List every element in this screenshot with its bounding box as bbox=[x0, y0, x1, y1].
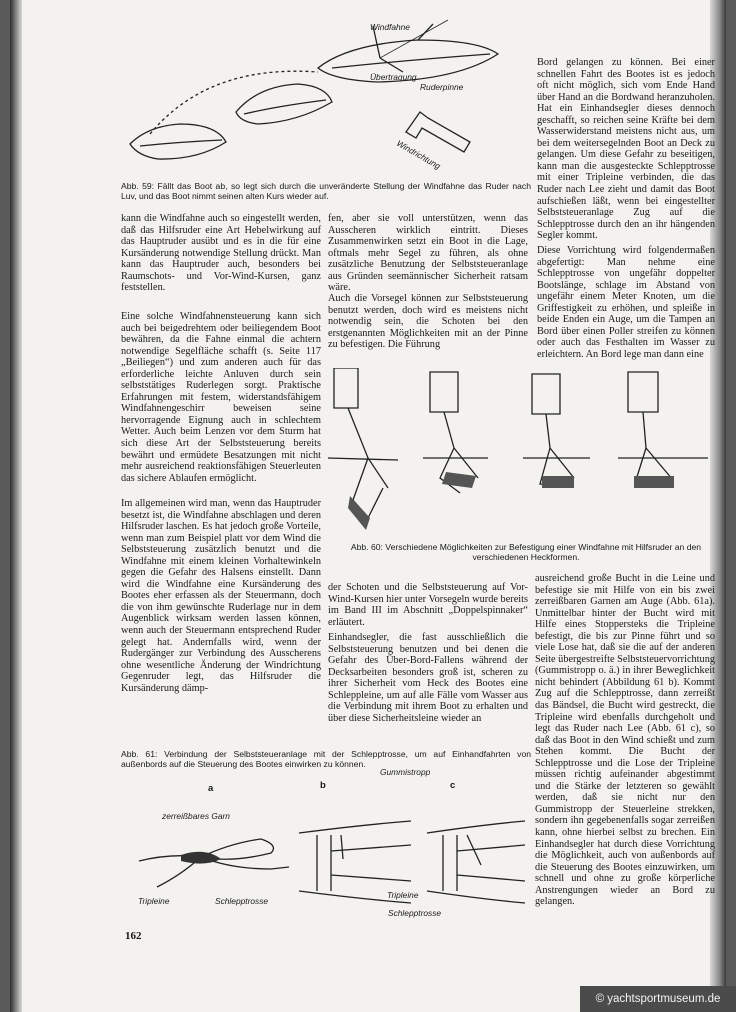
middle-column-para-2: Auch die Vorsegel können zur Selbststeuerung benutzt werden, doch wird es meistens nicht notwendig sein, die Schoten bei den erstgenannten Möglichkeiten mit an der Pinne zu befestigen. Die Führung bbox=[328, 293, 528, 351]
figure-60-caption: Abb. 60: Verschiedene Möglichkeiten zur Befestigung einer Windfahne mit Hilfsruder an den verschiedenen Heckformen. bbox=[350, 542, 702, 563]
watermark: © yachtsportmuseum.de bbox=[580, 986, 736, 1012]
fig59-label-ruderpinne: Ruderpinne bbox=[420, 82, 464, 92]
fig59-label-windfahne: Windfahne bbox=[370, 22, 410, 32]
page-spine-shadow bbox=[10, 0, 22, 1012]
right-column-bottom-para: ausreichend große Bucht in die Leine und befestige sie mit Hilfe von ein bis zwei zerreißbaren Garnen am Auge (Abb. 61a). Unmittelbar hinter der Bucht wird mit Hilfe eines Stoppersteks die Tripleine befestigt, die bis zur Pinne führt und so viele Lose hat, daß sie die auf der anderen Seite übergestreifte Selbststeuervorrichtung (Gummistropp o. ä.) in ihrer Beweglichkeit nicht behindert (Abbildung 61 b). Kommt Zug auf die Schlepptrosse, dann zerreißt das Bändsel, die Bucht wird gestreckt, die Tripleine wird ebenfalls durchgeholt und legt das Ruder nach Lee (Abb. 61 c), so daß das Boot in den Wind schießt und zum Stehen kommt. Die Bucht der Schlepptrosse und die Lose der Tripleine müssen richtig aufeinander abgestimmt und die Stärke der letzteren so gewählt werden, daß sie nicht nur den Gummistropp der Steuerleine strekken, sondern ihn gegebenenfalls sogar zerreißen kann, ohne hierbei selbst zu brechen. Ein Einhandsegler hat durch diese Vorrichtung die Möglichkeit, auch von außenbords auf die Steuerung des Bootes einzuwirken, um schnell und ohne zu große körperliche Anstrengungen wieder an Bord zu gelangen. bbox=[535, 573, 715, 908]
fig59-label-uebertragung: Übertragung bbox=[370, 72, 417, 82]
book-page bbox=[10, 0, 726, 1012]
left-column-para-2: Eine solche Windfahnensteuerung kann sich auch bei beigedrehtem oder beiliegendem Boot bewähren, da die Fahne einmal die achtern notwendige Segelfläche schafft (s. Seite 117 „Beiliegen“) und zum anderen auch für das erforderliche leichte Anluven durch sein selbststätiges Ruderlegen sorgt. Praktische Erfahrungen mit festem, widerstandsfähigem Windfahnengeschirr beweisen seine hervorragende Eignung auch in schlechtem Wetter. Auch beim Lenzen vor dem Sturm hat sich diese Art der Selbststeuerung bereits bewährt und ermüdete Besatzungen mit nicht mehr ausreichend reaktionsfähigen Steuerleuten das sichere Ablaufen ermöglicht. bbox=[121, 311, 321, 484]
middle-column-para-4: Einhandsegler, die fast ausschließlich die Selbststeuerung benutzen und bei denen die Gefahr des Über-Bord-Fallens während der Decksarbeiten besonders groß ist, scheren zu ihrer Sicherheit vom Heck des Bootes eine Schleppleine, um auf alle Fälle vom Wasser aus die Verbindung mit ihrem Boot zu erhalten und über diese Sicherheitsleine wieder an bbox=[328, 632, 528, 724]
page-number: 162 bbox=[125, 930, 142, 942]
figure-59-caption: Abb. 59: Fällt das Boot ab, so legt sich durch die unveränderte Stellung der Windfahne das Ruder nach Luv, und das Boot nimmt seinen alten Kurs wieder auf. bbox=[121, 181, 531, 202]
fig59-label-windrichtung: Windrichtung bbox=[395, 138, 443, 172]
fig61-panel-a-label: a bbox=[208, 783, 214, 794]
fig61-panel-b-label: b bbox=[320, 780, 326, 791]
fig61-label-garn: zerreißbares Garn bbox=[162, 811, 230, 821]
left-column-para-1: kann die Windfahne auch so eingestellt werden, daß das Hilfsruder eine Art Hebelwirkung auf das Hauptruder ausübt und es in die für eine Kursänderung notwendige Stellung drückt. Man kann das Hauptruder auch, besonders bei Raumschots- und Vor-Wind-Kursen, ganz feststellen. bbox=[121, 213, 321, 294]
fig61-label-schlepptrosse-b: Schlepptrosse bbox=[388, 908, 442, 918]
fig61-label-gummistropp: Gummistropp bbox=[380, 767, 431, 777]
left-column-para-3: Im allgemeinen wird man, wenn das Hauptruder besetzt ist, die Windfahne abschlagen und deren Hilfsruder laschen. Es hat jedoch große Vorteile, wenn man zum Beispiel platt vor dem Wind die Selbststeuerung zusätzlich benutzt und die Windfahne mit einem kleinen Vorhaltewinkeln gegen die Gefahr des Halsens einstellt. Dann wird die Windfahne eine Kursänderung des Bootes eher erfassen als der Steuermann, doch die von ihm gewünschte Ruderlage nur in dem Augenblick wirksam werden lassen können, wenn auch der Steuermann entsprechend Ruder gelegt hat. Andernfalls wird, wenn der Rudergänger zur Verbindung des Ausscherens ohne wesentliche Änderung der Windrichtung Gegenruder legt, das Hilfsruder die Kursänderung dämp- bbox=[121, 498, 321, 694]
figure-60-drawing bbox=[328, 368, 718, 538]
middle-column-para-3: der Schoten und die Selbststeuerung auf Vor-Wind-Kursen hier unter Vorsegeln wurde bereits im Band III im Abschnitt „Doppelspinnaker“ erläutert. bbox=[328, 582, 528, 628]
fig61-label-tripleine-b: Tripleine bbox=[387, 890, 419, 900]
right-column-top-para-2: Diese Vorrichtung wird folgendermaßen abgefertigt: Man nehme eine Schlepptrosse von ungefähr doppelter Bootslänge, schlage im Abstand von ungefähr einem Meter Knoten, um die Griffestigkeit zu erhöhen, und spleiße in beide Enden ein Auge, um die Tampen an Bord über einen Poller streifen zu können oder auch das Festhalten im Wasser zu erleichtern. An Bord lege man dann eine bbox=[537, 245, 715, 360]
fig61-label-tripleine-a: Tripleine bbox=[138, 896, 170, 906]
figure-59-drawing bbox=[118, 14, 528, 164]
right-column-top-para-1: Bord gelangen zu können. Bei einer schnellen Fahrt des Bootes ist es jedoch oft nicht möglich, sich vom Ende Hand über Hand an die Bordwand heranzuholen. Hat ein Einhandsegler dieses dennoch geschafft, so reichen seine Kräfte bei dem Wasserwiderstand meistens nicht aus, um bei dem weitersegelnden Boot an Deck zu gelangen. Um diese Gefahr zu beseitigen, kann man die ausgesteckte Schlepptrosse mit einer Tripleine verbinden, die das Ruder nach Lee zieht und damit das Boot aufschießen läßt, wenn bei eingestellter Selbststeueranlage Zug auf die Schlepptrosse durch den an ihr hängenden Segler kommt. bbox=[537, 57, 715, 242]
fig61-panel-c-label: c bbox=[450, 780, 456, 791]
fig61-label-schlepptrosse-a: Schlepptrosse bbox=[215, 896, 269, 906]
middle-column-para-1: fen, aber sie voll unterstützen, wenn das Ausscheren wirklich eintritt. Dieses Zusammenwirken setzt ein Boot in die Lage, oftmals mehr Segel zu führen, als ohne zusätzliche Benutzung der Selbststeueranlage aus Gründen seemännischer Sicherheit ratsam wäre. bbox=[328, 213, 528, 294]
figure-61-caption: Abb. 61: Verbindung der Selbststeueranlage mit der Schlepptrosse, um auf Einhandfahrten von außenbords auf die Steuerung des Bootes einwirken zu können. bbox=[121, 749, 531, 770]
